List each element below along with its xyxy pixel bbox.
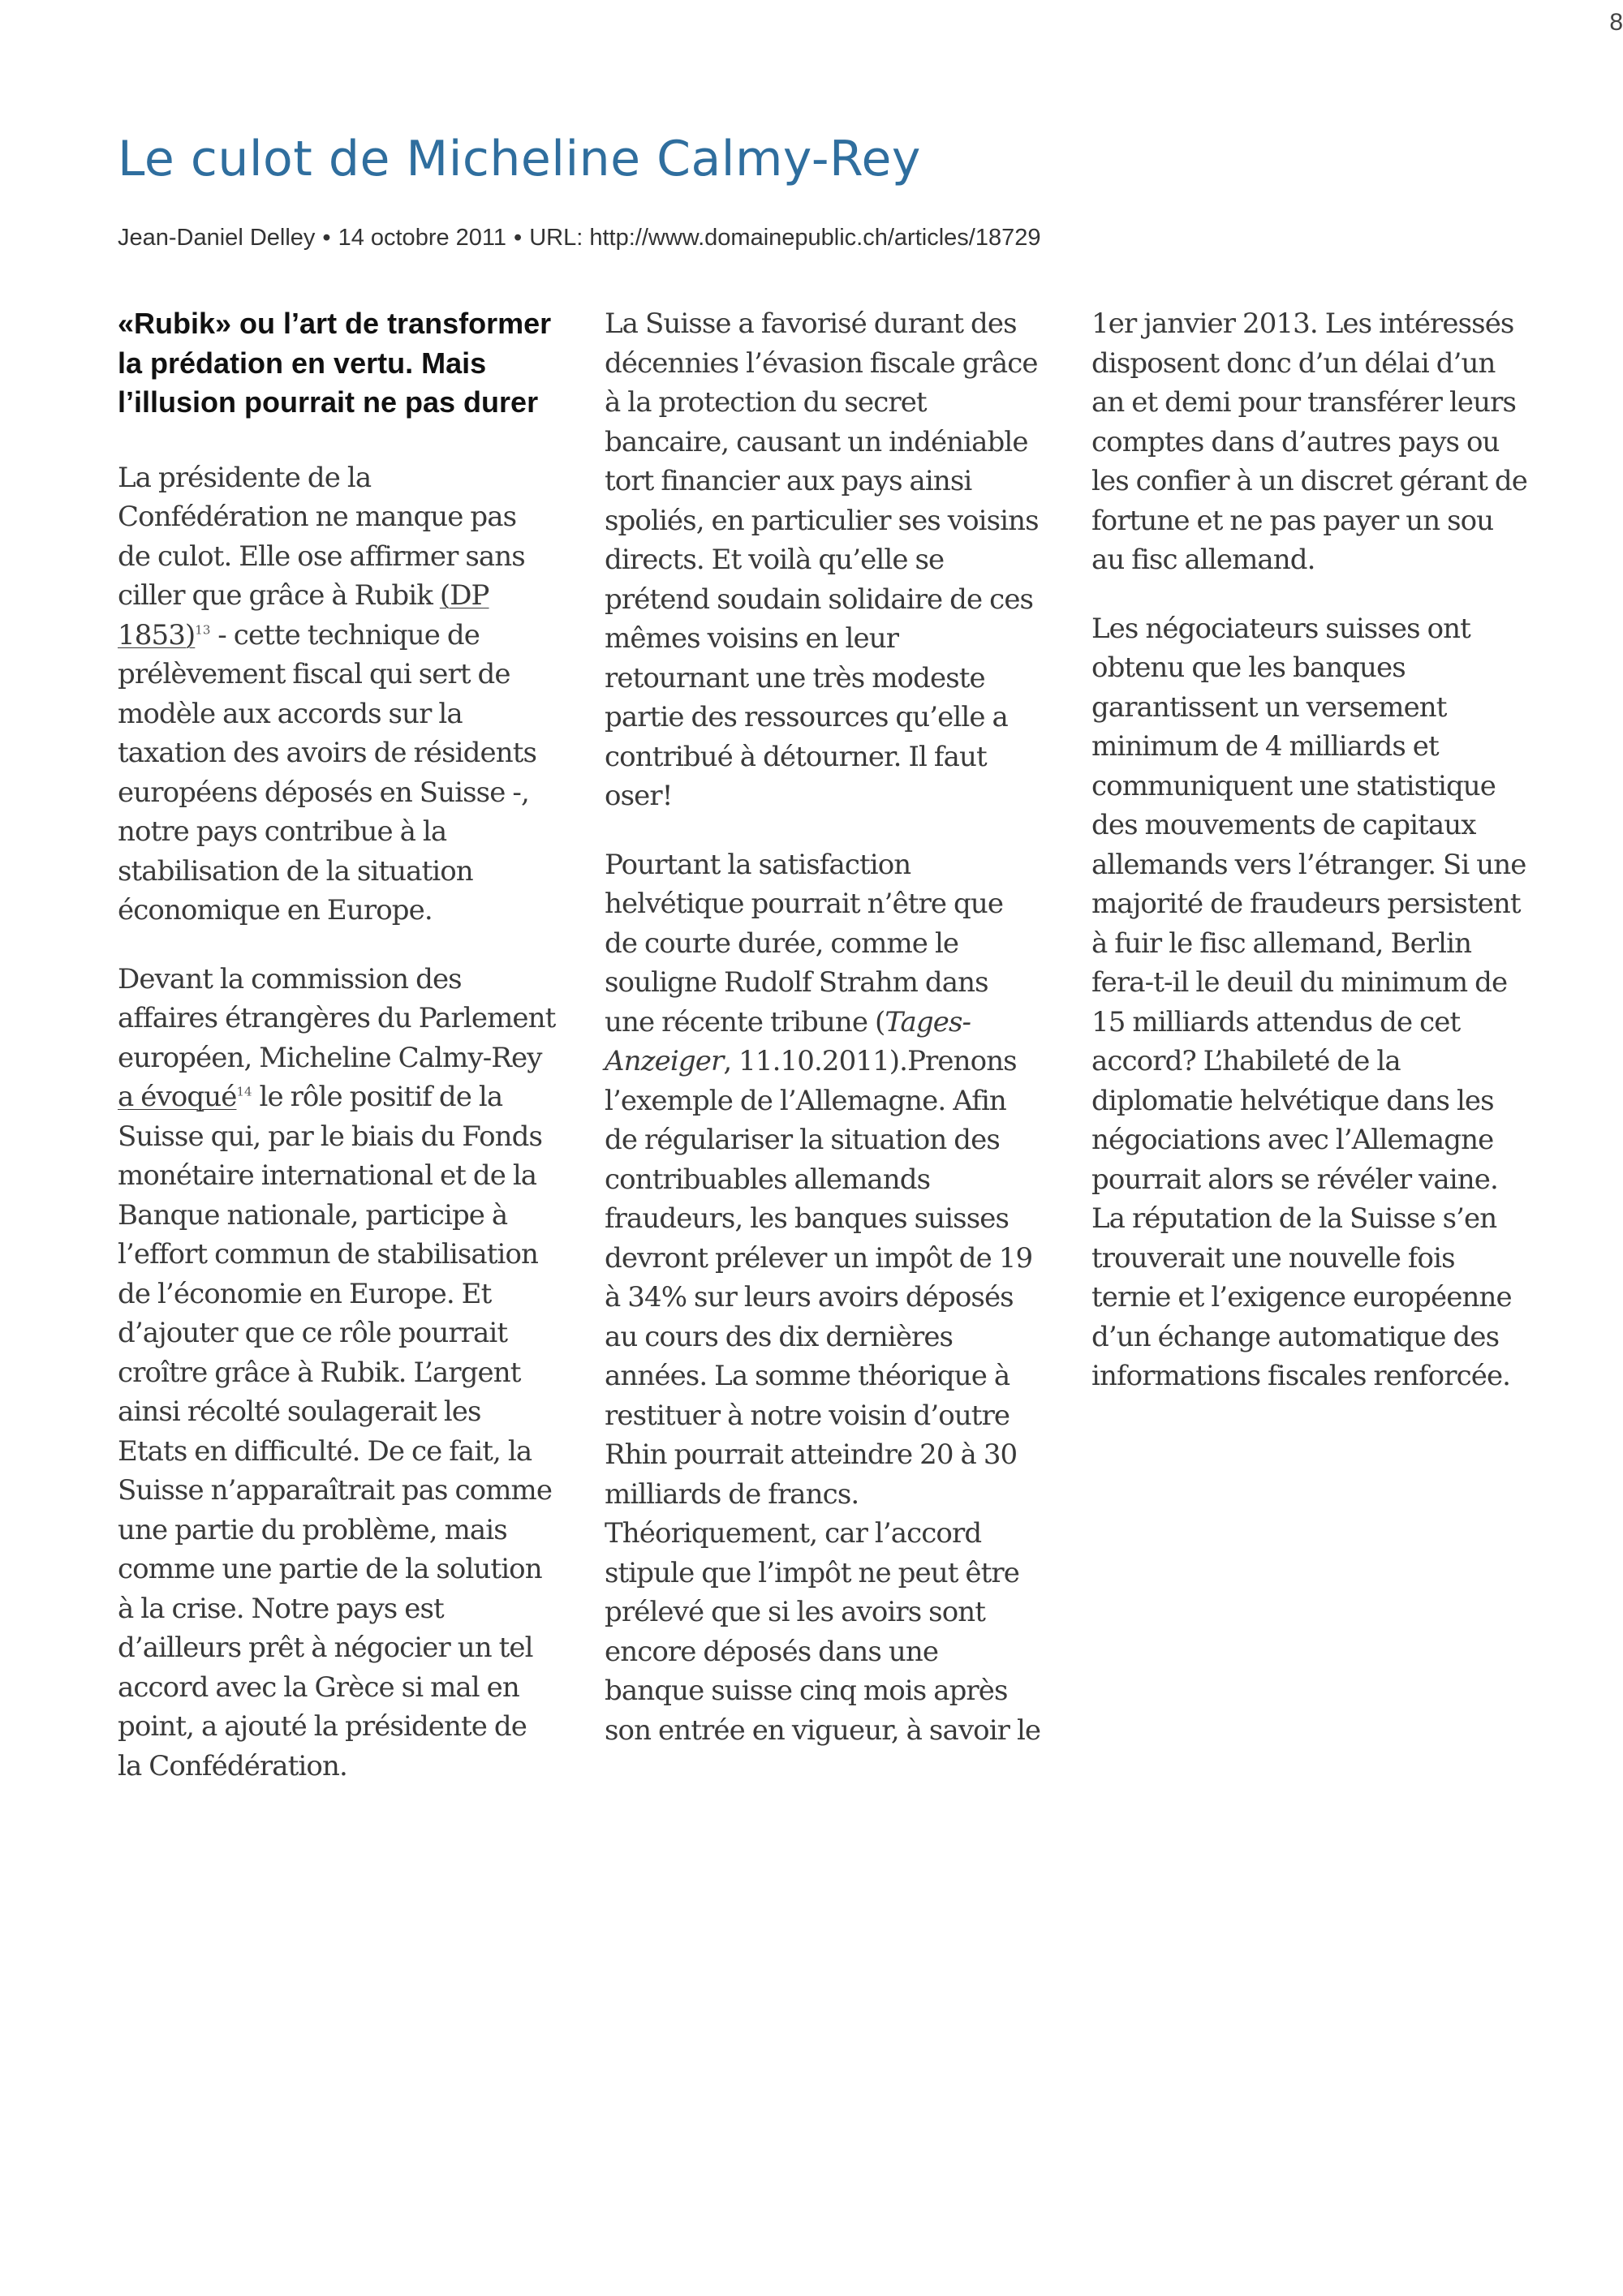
paragraph-4-text: Pourtant la satisfaction helvétique pourrait n’être que de courte durée, comme le souligne Rudolf Strahm dans une récente tribune ( (605, 848, 1004, 1038)
paragraph-2 (118, 960, 556, 1786)
paragraph-3: La Suisse a favorisé durant des décennies l’évasion fiscale grâce à la protection du secret bancaire, causant un indéniable tort financier aux pays ainsi spoliés, en particulier ses voisins directs. Et voilà qu’elle se prétend soudain solidaire de ces mêmes voisins en leur retournant une très modeste partie des ressources qu’elle a contribué à détourner. Il faut oser! (605, 307, 1039, 812)
publication-date: 14 octobre 2011 (338, 225, 507, 251)
article-body-column-1 (118, 304, 556, 1815)
byline (118, 223, 1040, 252)
footnote-14: 14 (236, 1084, 252, 1099)
article-body-column-2 (605, 304, 1043, 1779)
paragraph-2-text: Devant la commission des affaires étrangères du Parlement européen, Micheline Calmy-Rey (118, 962, 556, 1074)
author: Jean-Daniel Delley (118, 225, 316, 251)
article-lead: «Rubik» ou l’art de transformer la prédation en vertu. Mais l’illusion pourrait ne pas durer (118, 307, 552, 419)
paragraph-1 (118, 458, 556, 931)
a-evoque-link[interactable]: a évoqué (118, 1081, 237, 1113)
url-label: URL: (529, 225, 583, 251)
byline-separator: • (322, 225, 331, 251)
article-body-column-3 (1091, 304, 1530, 1425)
byline-separator: • (514, 225, 523, 251)
paragraph-1-text-end: - cette technique de prélèvement fiscal qui sert de modèle aux accords sur la taxation des avoirs de résidents européens déposés en Suisse -, notre pays contribue à la stabilisation de la situation économique en Europe. (118, 618, 537, 927)
paragraph-2-text-end: le rôle positif de la Suisse qui, par le biais du Fonds monétaire international et de la Banque nationale, participe à l’effort commun de stabilisation de l’économie en Europe. Et d’ajouter que ce rôle pourrait croître grâce à Rubik. L’argent ainsi récolté soulagerait les Etats en difficulté. De ce fait, la Suisse n’apparaîtrait pas comme une partie du problème, mais comme une partie de la solution à la crise. Notre pays est d’ailleurs prêt à négocier un tel accord avec la Grèce si mal en point, a ajouté la présidente de la Confédération. (118, 1081, 553, 1782)
source-publication: Tages-Anzeiger (605, 1005, 971, 1077)
dp-1853-link[interactable]: (DP 1853) (118, 579, 489, 651)
article-url[interactable]: http://www.domainepublic.ch/articles/18729 (589, 225, 1041, 251)
paragraph-5: Les négociateurs suisses ont obtenu que les banques garantissent un versement minimum de 4 milliards et communiquent une statistique des mouvements de capitaux allemands vers l’étranger. Si une majorité de fraudeurs persistent à fuir le fisc allemand, Berlin fera-t-il le deuil du minimum de 15 milliards attendus de cet accord? L’habileté de la diplomatie helvétique dans les négociations avec l’Allemagne pourrait alors se révéler vaine. La réputation de la Suisse s’en trouverait une nouvelle fois ternie et l’exigence européenne d’un échange automatique des informations fiscales renforcée. (1091, 612, 1526, 1392)
paragraph-4-text-end: , 11.10.2011).Prenons l’exemple de l’Allemagne. Afin de régulariser la situation des contribuables allemands fraudeurs, les banques suisses devront prélever un impôt de 19 à 34% sur leurs avoirs déposés au cours des dix dernières années. La somme théorique à restituer à notre voisin d’outre Rhin pourrait atteindre 20 à 30 milliards de francs. Théoriquement, car l’accord stipule que l’impôt ne peut être prélevé que si les avoirs sont encore déposés dans une banque suisse cinq mois après son entrée en vigueur, à savoir le (605, 1045, 1041, 1747)
article-title: Le culot de Micheline Calmy-Rey (118, 131, 921, 187)
page-number: 8 (1609, 9, 1623, 36)
paragraph-4-continued: 1er janvier 2013. Les intéressés disposent donc d’un délai d’un an et demi pour transférer leurs comptes dans d’autres pays ou les confier à un discret gérant de fortune et ne pas payer un sou au fisc allemand. (1091, 307, 1528, 576)
paragraph-4 (605, 845, 1043, 1751)
footnote-13: 13 (195, 622, 211, 638)
paragraph-1-text: La présidente de la Confédération ne manque pas de culot. Elle ose affirmer sans ciller que grâce à Rubik (118, 461, 525, 612)
